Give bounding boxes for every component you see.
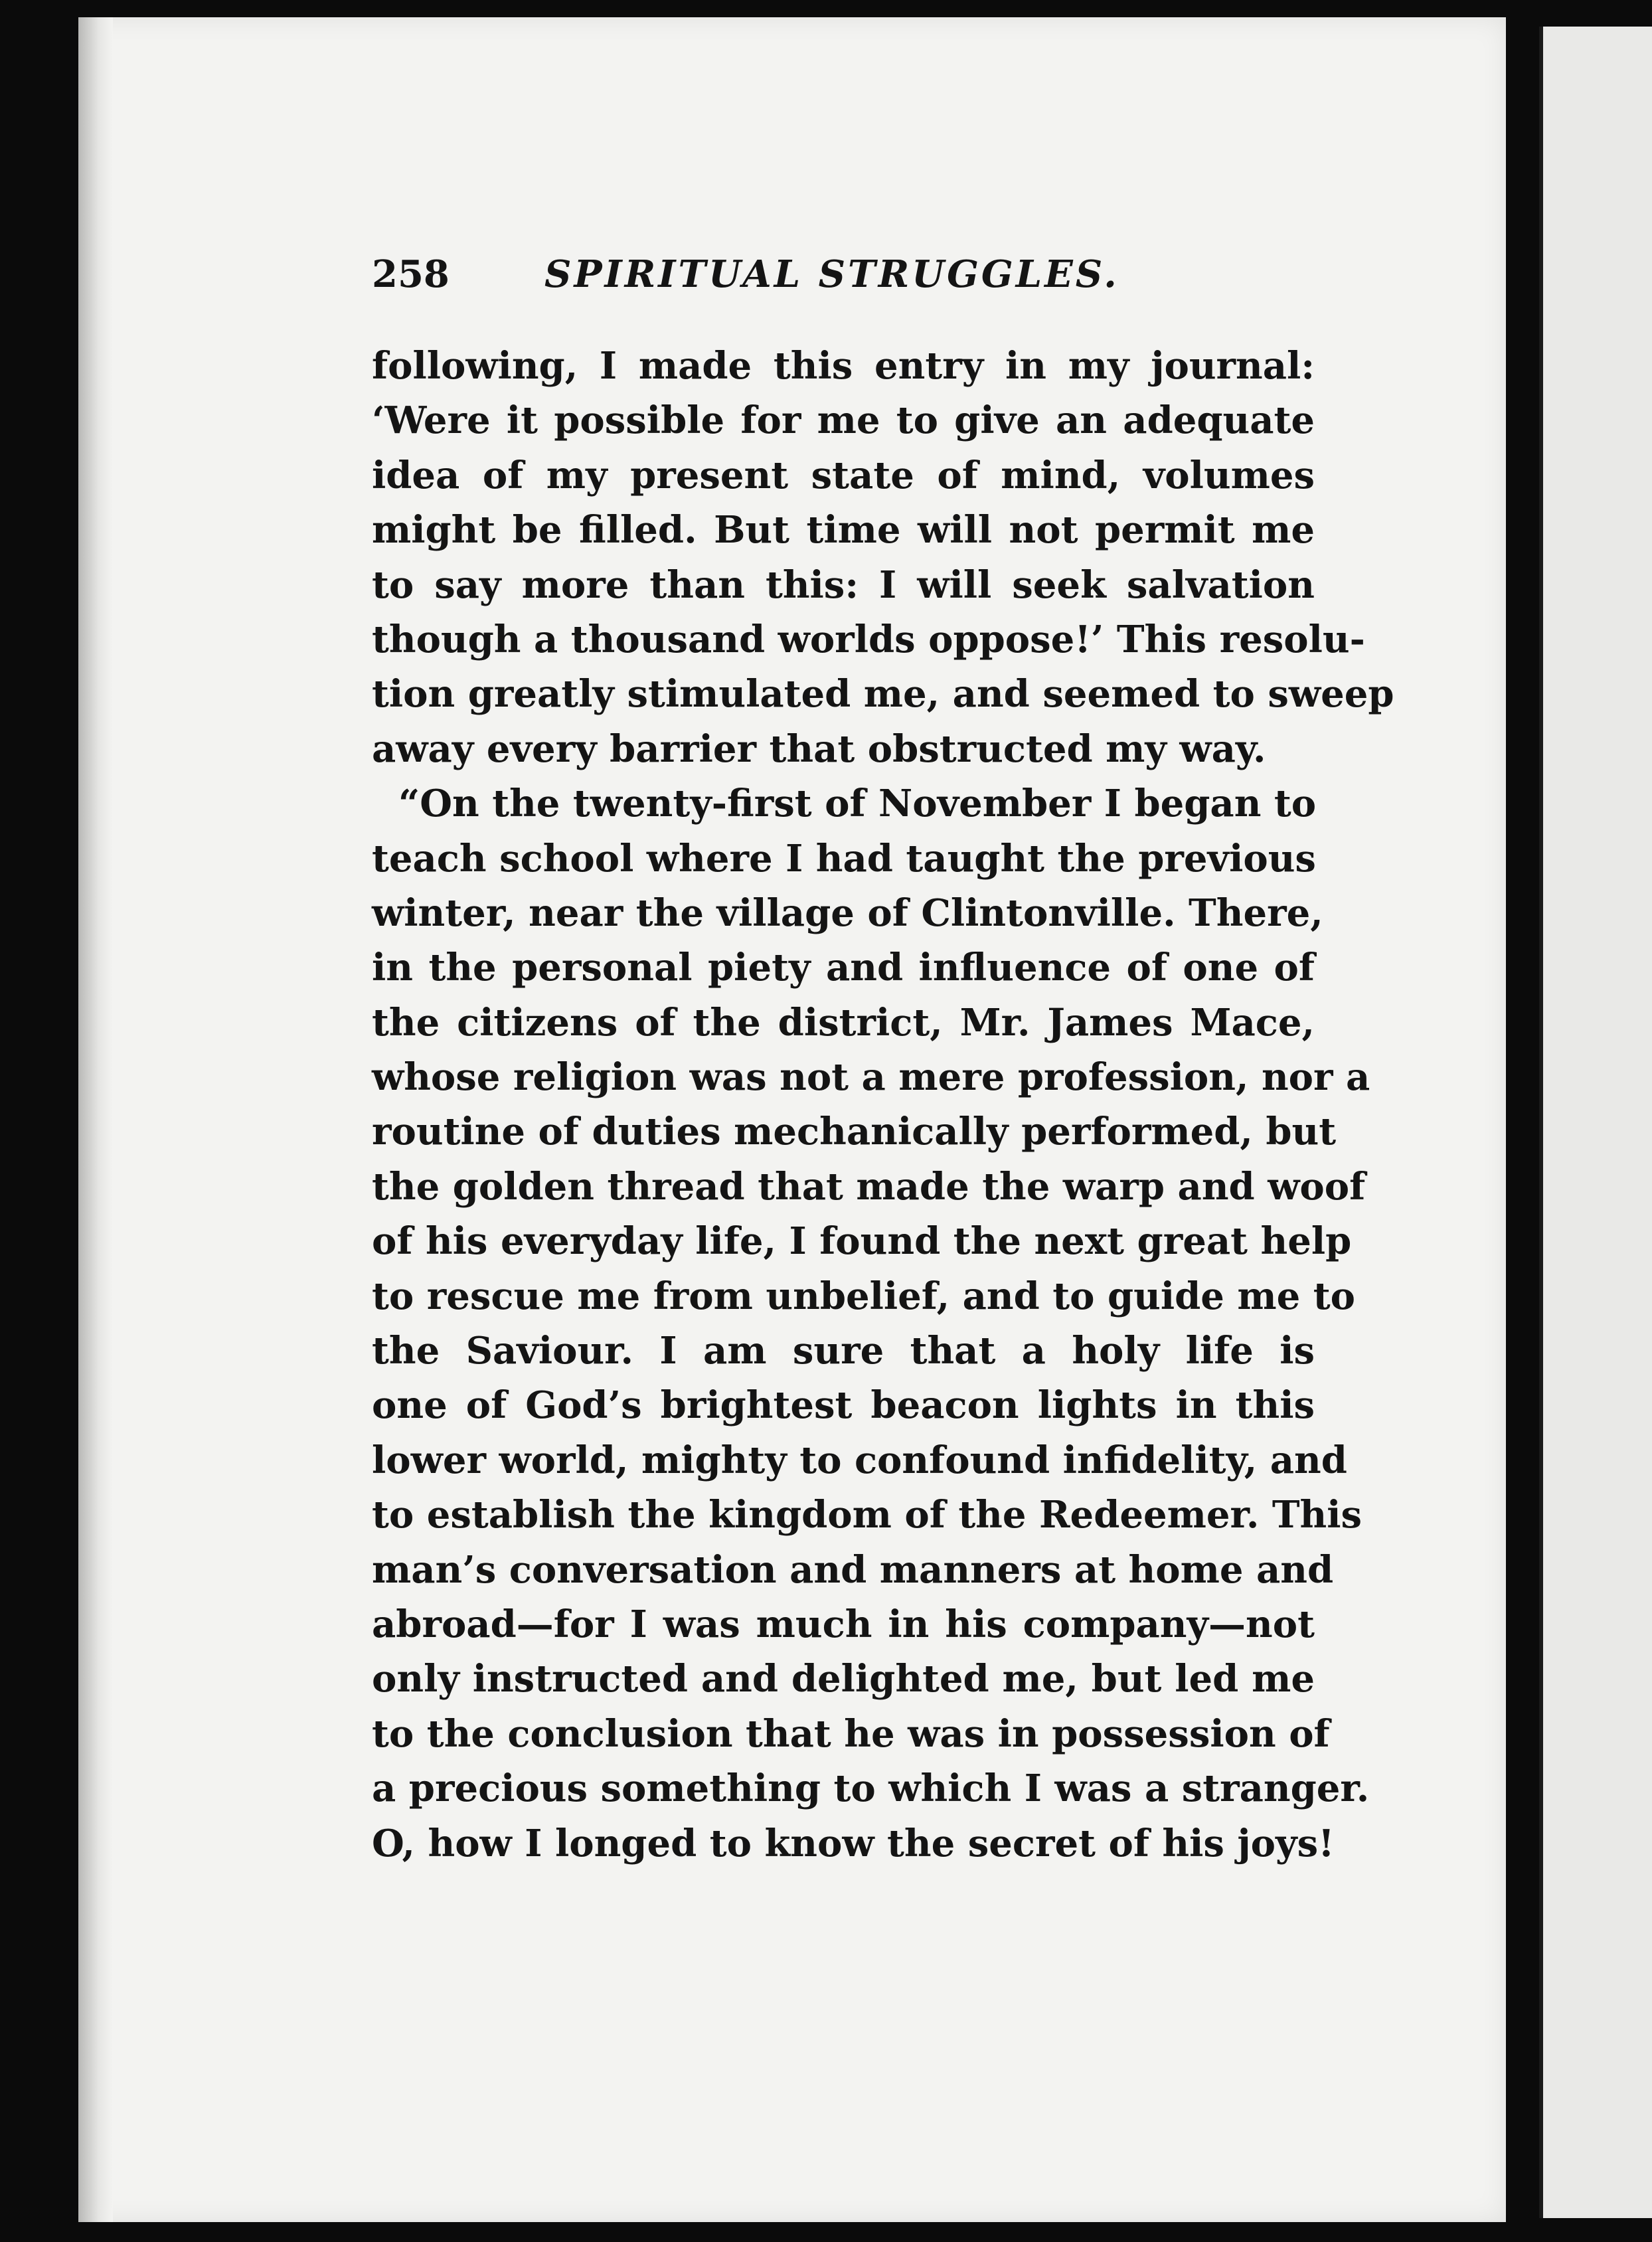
text-line: idea of my present state of mind, volumes	[372, 453, 1315, 497]
text-line: to the conclusion that he was in possession of	[372, 1711, 1330, 1756]
text-line: away every barrier that obstructed my way.	[372, 727, 1266, 771]
text-line: tion greatly stimulated me, and seemed to sweep	[372, 672, 1394, 717]
text-line: to say more than this: I will seek salvation	[372, 562, 1315, 607]
text-line: “On the twenty-first of November I began to	[398, 782, 1317, 826]
page-gutter-shadow	[78, 17, 113, 2222]
text-line: abroad—for I was much in his company—not	[372, 1602, 1315, 1646]
text-line: whose religion was not a mere profession, nor a	[372, 1055, 1370, 1100]
text-line: a precious something to which I was a stranger.	[372, 1767, 1370, 1811]
text-line: to establish the kingdom of the Redeemer. This	[372, 1493, 1363, 1537]
page-text-block	[372, 252, 1394, 1871]
text-line: one of God’s brightest beacon lights in this	[372, 1383, 1315, 1428]
text-line: following, I made this entry in my journal:	[372, 344, 1315, 388]
text-line: of his everyday life, I found the next great help	[372, 1219, 1352, 1264]
text-line: the citizens of the district, Mr. James Mace,	[372, 1000, 1315, 1045]
running-head	[372, 252, 1315, 312]
text-line: man’s conversation and manners at home and	[372, 1547, 1334, 1592]
text-line: the golden thread that made the warp and woof	[372, 1164, 1366, 1209]
text-line: ‘Were it possible for me to give an adequate	[372, 398, 1315, 443]
text-line: winter, near the village of Clintonville. There,	[372, 891, 1323, 935]
running-title: SPIRITUAL STRUGGLES.	[544, 252, 1119, 296]
text-line: might be filled. But time will not permit me	[372, 508, 1315, 553]
text-line: O, how I longed to know the secret of his joys!	[372, 1821, 1335, 1865]
text-line: teach school where I had taught the previous	[372, 836, 1316, 881]
text-line: to rescue me from unbelief, and to guide me to	[372, 1274, 1356, 1318]
text-line: lower world, mighty to confound infidelity, and	[372, 1438, 1347, 1482]
text-line: routine of duties mechanically performed, but	[372, 1110, 1337, 1154]
page-number: 258	[372, 252, 450, 296]
next-page-edge	[1539, 27, 1652, 2218]
text-line: only instructed and delighted me, but led me	[372, 1657, 1315, 1701]
text-line: the Saviour. I am sure that a holy life is	[372, 1329, 1315, 1373]
text-line: though a thousand worlds oppose!’ This resolu-	[372, 617, 1365, 661]
text-line: in the personal piety and influence of one of	[372, 946, 1315, 990]
